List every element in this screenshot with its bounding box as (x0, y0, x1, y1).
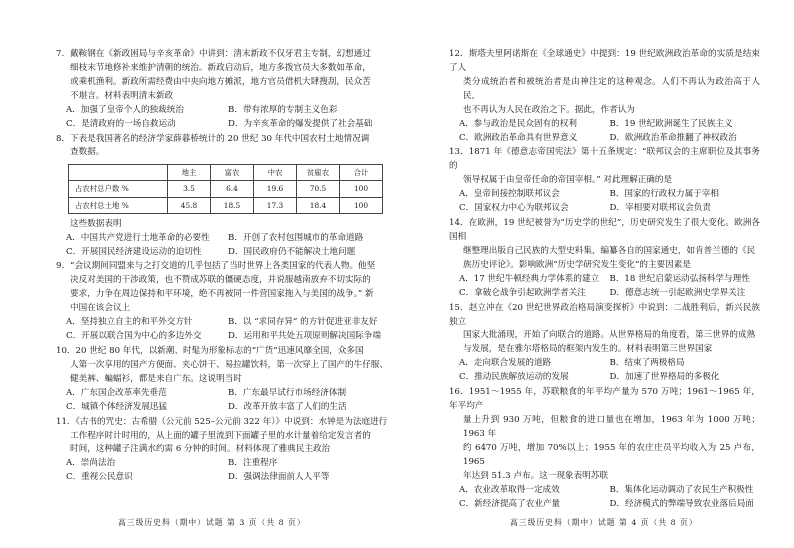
table-cell: 占农村总土地 % (69, 197, 168, 213)
table-header-cell: 富农 (211, 165, 254, 181)
q10-option-a: A．广东国企改革率先垂范 (66, 387, 167, 398)
q8-option-d: D．国民政府仍不能解决土地问题 (228, 246, 356, 257)
q10-stem-line: 10．20 世纪 80 年代，以新潮、时髦为形象标志的“广货”迅速风靡全国，众多国 (56, 346, 364, 356)
q13-option-c: C．国家权力中心为联邦议会 (459, 203, 569, 214)
q11-option-b: B．注重程序 (228, 458, 278, 469)
q13-option-a: A．皇帝间接控制联邦议会 (459, 189, 560, 200)
q10-stem-line: 人第一次享用的国产方便面、夹心饼干、易拉罐饮料，第一次穿上了国产的牛仔服、 (70, 359, 388, 370)
table-header-cell: 合计 (340, 165, 383, 181)
q15-option-b: B．结束了两极格局 (609, 358, 685, 369)
q15-stem-line: 与发展，是在雅尔塔格局的框架内发生的。材料表明第三世界国家 (463, 344, 713, 355)
q9-stem-line: 中国在该会议上 (70, 303, 131, 314)
q12-option-d: D．欧洲政治革命推翻了神权政治 (609, 132, 737, 143)
q15-stem-line: 国家大批涌现，开始了向联合的道路。从世界格局的角度看，第三世界的成熟 (463, 330, 756, 341)
q12-stem-line: 类分成统治者和被统治者是由神注定的这种观念。人们不再认为政治高于人民， (463, 76, 760, 101)
q16-option-c: C．新经济提高了农业产量 (459, 498, 561, 509)
q16-stem-line: 年达到 51.3 卢布。这一现象表明苏联 (463, 470, 608, 481)
q14-stem-line: 族历史评论》。影响欧洲“历史学研究发生变化”的主要因素是 (463, 259, 691, 270)
q7-option-a: A．加强了皇帝个人的独裁统治 (66, 104, 184, 115)
q14-option-c: C．拿破仑战争引起欧洲学者关注 (459, 287, 586, 298)
q10-option-d: D．改革开放丰富了人们的生活 (228, 401, 347, 412)
question-10 (56, 345, 390, 415)
q8-option-b: B．开创了农村包围城市的革命道路 (228, 232, 364, 243)
table-cell: 100 (340, 197, 383, 213)
q15-option-c: C．推动民族解放运动的发展 (459, 372, 569, 383)
q14-option-a: A．17 世纪牛顿经典力学体系的建立 (459, 273, 600, 284)
table-cell: 占农村总户数 % (69, 181, 168, 197)
q16-stem-line: 约 6470 万吨，增加 70%以上；1955 年的农庄庄员平均收入为 25 卢布，1965 (463, 442, 760, 467)
table-cell: 19.6 (254, 181, 297, 197)
q14-option-b: B．18 世纪启蒙运动弘扬科学与理性 (609, 273, 750, 284)
q7-stem-line: 7．戴鞍钢在《新政困局与辛亥革命》中讲到：清末新政不仅牙君主专制，幻想通过 (56, 49, 371, 59)
question-15 (449, 302, 760, 386)
q7-option-b: B．带有浓厚的专制主义色彩 (228, 104, 338, 115)
q14-option-d: D．德意志统一引起欧洲史学界关注 (609, 287, 746, 298)
right-column (449, 48, 760, 512)
table-cell: 6.4 (211, 181, 254, 197)
land-statistics-table (68, 164, 383, 213)
q16-option-b: B．集体化运动调动了农民生产积极性 (609, 484, 754, 495)
q10-stem-line: 健美裤、蝙蝠衫，都是来自广东。这说明当时 (70, 373, 242, 384)
q10-option-c: C．城镇个体经济发展迅猛 (66, 401, 168, 412)
q15-option-a: A．走向联合发展的道路 (459, 358, 552, 369)
page-footer-right: 高三级历史科（期中）试题 第 4 页（共 8 页） (510, 518, 698, 527)
table-cell: 18.4 (297, 197, 340, 213)
q9-option-a: A．坚持独立自主的和平外交方针 (66, 317, 193, 328)
q7-stem-line: 或乘机渔利。新政所需经费由中央向地方摊派，地方官员借机大肆搜刮，民众苦 (70, 76, 371, 87)
q9-stem-line: 决反对美国的干涉政策，也不赞成苏联的僵硬态度，并说服越南放弃不切实际的 (70, 275, 371, 286)
table-header-cell: 中农 (254, 165, 297, 181)
table-row (69, 197, 383, 213)
question-13 (449, 146, 760, 216)
q12-stem-line: 12．斯塔夫里阿诺斯在《全球通史》中提到：19 世纪欧洲政治革命的实质是结束了人 (449, 49, 760, 73)
q15-stem-line: 15．赵立冲在《20 世纪世界政治格局演变探析》中说到：二战胜利后，新兴民族独立 (449, 302, 760, 327)
table-cell: 3.5 (168, 181, 211, 197)
q8-option-a: A．中国共产党进行土地革命的必要性 (66, 232, 210, 243)
left-column (56, 48, 390, 486)
q12-option-c: C．欧洲政治革命具有世界意义 (459, 132, 578, 143)
q7-stem-line: 不堪言。材料表明清末新政 (70, 90, 174, 101)
q13-stem-line: 13．1871 年《德意志帝国宪法》第十五条规定：“联邦议会的主席职位及其事务的 (449, 147, 760, 172)
q12-option-a: A．参与政治是民众固有的权利 (459, 118, 577, 129)
question-14 (449, 217, 760, 301)
q11-stem-line: 11．《古书的咒史：古希腊（公元前 525–公元前 322 年）》中说到：水钟是为法庭进行 (56, 416, 388, 427)
q13-stem-line: 领导权属于由皇帝任命的帝国宰相。” 对此理解正确的是 (463, 175, 673, 186)
table-cell: 45.8 (168, 197, 211, 213)
q11-option-a: A．崇尚法治 (66, 458, 116, 469)
q13-option-d: D．宰相要对联邦议会负责 (609, 203, 711, 214)
q13-option-b: B．国家的行政权力属于宰相 (609, 189, 719, 200)
q9-option-d: D．运用和平共处五项原则解决国际争端 (228, 331, 381, 342)
table-header-row (69, 165, 383, 181)
q15-option-d: D．加速了世界格局的多极化 (609, 372, 720, 383)
question-9 (56, 260, 390, 344)
question-12 (449, 48, 760, 145)
q9-option-b: B．以 “求同存异” 的方针促进亚非友好 (228, 317, 378, 328)
q14-stem-line: 14．在欧洲，19 世纪被誉为“历史学的世纪”，历史研究发生了很大变化。欧洲各国相 (449, 218, 760, 242)
question-16 (449, 386, 760, 511)
q16-option-a: A．农业改革取得一定成效 (459, 484, 560, 495)
q11-stem-line: 工作程序时计时用的，从上面的罐子里流到下面罐子里的水计量着给定发言者的 (70, 430, 371, 441)
q7-option-d: D．为辛亥革命的爆发提供了社会基础 (228, 118, 373, 129)
table-cell: 70.5 (297, 181, 340, 197)
q16-option-d: D．经济模式的弊端导致农业落后局面 (609, 498, 754, 509)
q12-option-b: B．19 世纪欧洲诞生了民族主义 (609, 118, 733, 129)
question-8 (56, 133, 390, 260)
q8-stem-line: 8．下表是我国著名的经济学家薛暮桥统计的 20 世纪 30 年代中国农村土地情况调 (56, 133, 370, 144)
q10-option-b: B．广东最早试行市场经济体制 (228, 387, 347, 398)
table-cell: 18.5 (211, 197, 254, 213)
table-header-cell (69, 165, 168, 181)
page-footer-left: 高三级历史科（期中）试题 第 3 页（共 8 页） (118, 518, 306, 527)
q9-stem-line: 9．“会议期间同盟来与之打交道的几乎包括了当时世界上各类国家的代表人物。他坚 (56, 261, 376, 272)
q12-stem-line: 也不再认为人民在政治之下。据此，作者认为 (463, 104, 635, 115)
table-row (69, 181, 383, 197)
q8-stem-line: 查数据。 (70, 147, 105, 158)
q8-option-c: C．开展国民经济建设运动的迫切性 (66, 246, 202, 257)
q14-stem-line: 继整理出版自己民族的大型史料集，编纂各自的国家通史，如肯普兰德的《民 (463, 245, 756, 256)
q16-stem-line: 16．1951～1955 年，苏联粮食的年平均产量为 570 万吨；1961～1965 年，年平均产 (449, 387, 760, 412)
table-cell: 100 (340, 181, 383, 197)
q7-option-c: C．是清政府的一场自救运动 (66, 118, 176, 129)
q16-stem-line: 量上升到 930 万吨，但粮食的进口量也在增加，1963 年为 1000 万吨；1963 年 (463, 414, 760, 439)
q11-option-c: C．重视公民意识 (66, 472, 133, 483)
q9-option-c: C．开展以联合国为中心的多边外交 (66, 331, 202, 342)
q8-after-text: 这些数据表明 (70, 218, 122, 229)
table-cell: 17.3 (254, 197, 297, 213)
table-header-cell: 贫雇农 (297, 165, 340, 181)
q9-stem-line: 要求，力争在周边保持和平环境，绝不再被同一件营国家拖入与美国的战争。” 新 (70, 289, 374, 300)
q11-stem-line: 时间，这种罐子注满水约需 6 分钟的时间。材料体现了雅典民主政治 (70, 444, 331, 455)
table-header-cell: 地主 (168, 165, 211, 181)
question-11 (56, 416, 390, 486)
q11-option-d: D．强调法律面前人人平等 (228, 472, 330, 483)
question-7 (56, 48, 390, 132)
q7-stem-line: 细枝末节地修补来维护清朝的统治。新政启动后，地方多拨官员大多数如革命， (70, 62, 371, 73)
